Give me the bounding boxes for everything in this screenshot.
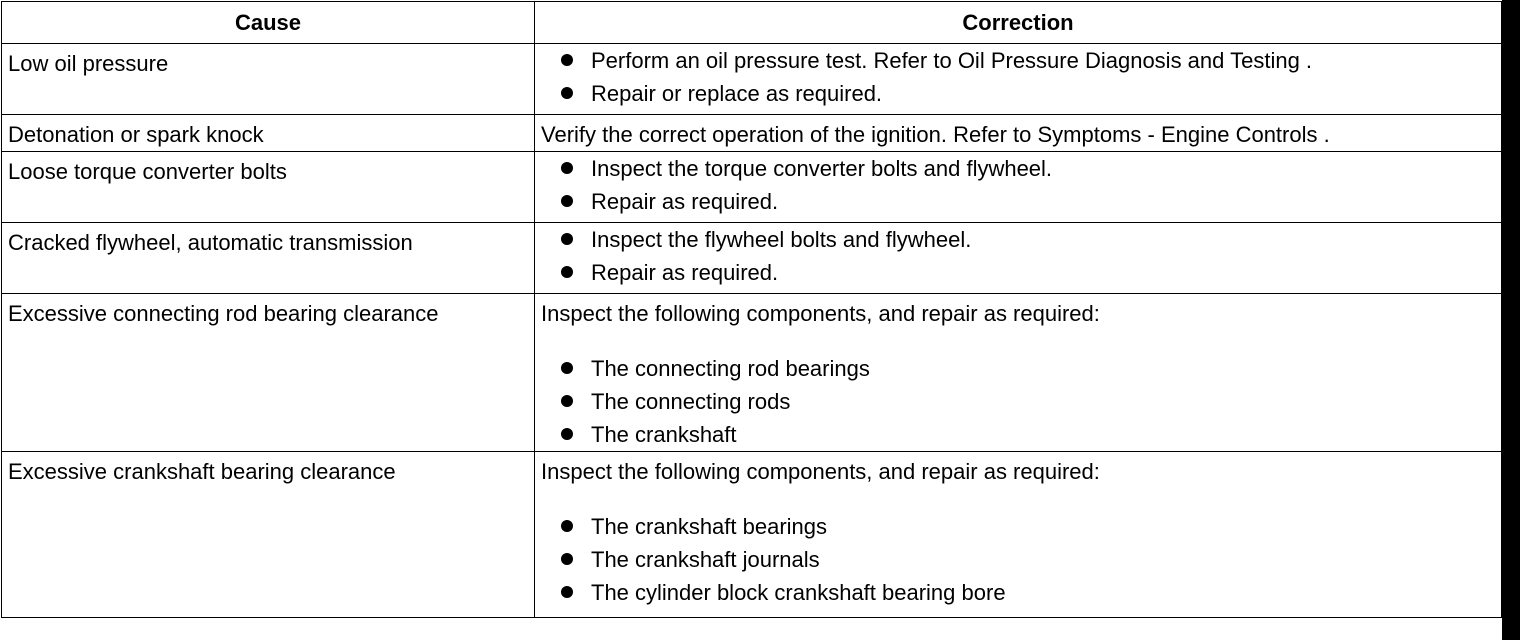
list-item [561,352,1495,385]
cause-text: Excessive connecting rod bearing clearance [8,301,439,326]
correction-cell [535,115,1502,152]
list-item-text: Inspect the flywheel bolts and flywheel. [591,227,972,252]
bullet-icon [561,395,573,407]
list-item-text: The crankshaft [591,422,737,447]
bullet-list [541,352,1495,451]
list-item [561,152,1495,185]
table-row-cracked-flywheel [2,223,1502,294]
bullet-list [541,152,1495,218]
list-item [561,77,1495,110]
cause-cell [2,44,535,115]
correction-cell [535,223,1502,294]
cause-text: Cracked flywheel, automatic transmission [8,230,413,255]
list-item [561,385,1495,418]
correction-cell [535,44,1502,115]
list-item-text: Repair as required. [591,189,779,214]
list-item [561,256,1495,289]
cause-cell [2,152,535,223]
bullet-icon [561,362,573,374]
cause-text: Loose torque converter bolts [8,159,287,184]
correction-cell [535,452,1502,618]
list-item [561,185,1495,218]
list-item-text: Repair or replace as required. [591,81,883,106]
bullet-list [541,44,1495,110]
header-cause: Cause [2,2,535,44]
bullet-icon [561,162,573,174]
bullet-list [541,510,1495,609]
correction-cell [535,294,1502,452]
correction-cell [535,152,1502,223]
list-item-text: Inspect the torque converter bolts and flywheel. [591,156,1053,181]
diagnostic-table [1,1,1502,618]
cause-text: Low oil pressure [8,51,169,76]
bullet-icon [561,87,573,99]
bullet-icon [561,553,573,565]
table-row-connecting-rod-clearance [2,294,1502,452]
table-row-torque-converter [2,152,1502,223]
cause-cell [2,223,535,294]
bullet-icon [561,54,573,66]
list-item-text: The cylinder block crankshaft bearing bore [591,580,1006,605]
header-correction: Correction [535,2,1502,44]
cause-cell [2,452,535,618]
cause-text: Excessive crankshaft bearing clearance [8,459,396,484]
list-item [561,576,1495,609]
list-item [561,44,1495,77]
list-item-text: The connecting rod bearings [591,356,870,381]
table-row-crankshaft-clearance [2,452,1502,618]
list-item-text: The connecting rods [591,389,791,414]
correction-text: Verify the correct operation of the ignition. Refer to Symptoms - Engine Controls . [541,122,1330,147]
table-row-detonation [2,115,1502,152]
cause-cell [2,294,535,452]
bullet-icon [561,586,573,598]
list-item [561,418,1495,451]
bullet-icon [561,195,573,207]
bullet-icon [561,233,573,245]
list-item [561,223,1495,256]
correction-intro: Inspect the following components, and repair as required: [541,459,1100,484]
bullet-icon [561,428,573,440]
bullet-icon [561,520,573,532]
cause-text: Detonation or spark knock [8,122,264,147]
table-row-low-oil-pressure [2,44,1502,115]
bullet-icon [561,266,573,278]
list-item [561,543,1495,576]
list-item-text: Repair as required. [591,260,779,285]
list-item [561,510,1495,543]
header-row [2,2,1502,44]
list-item-text: The crankshaft bearings [591,514,828,539]
list-item-text: The crankshaft journals [591,547,820,572]
cause-cell [2,115,535,152]
bullet-list [541,223,1495,289]
list-item-text: Perform an oil pressure test. Refer to Oil Pressure Diagnosis and Testing . [591,48,1313,73]
correction-intro: Inspect the following components, and repair as required: [541,301,1100,326]
